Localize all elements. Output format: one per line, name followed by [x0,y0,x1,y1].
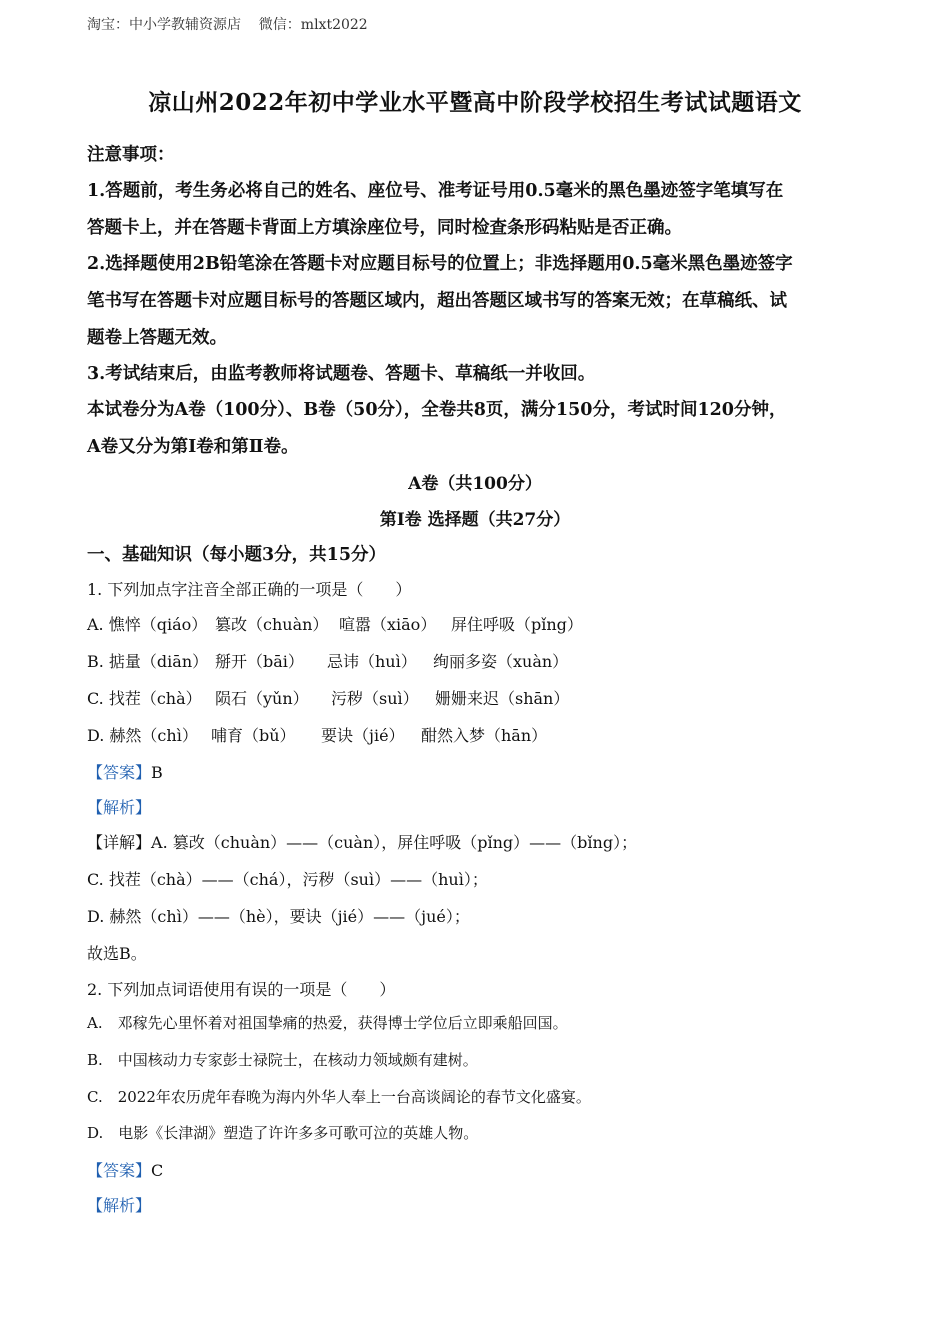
notice-p4a: 本试卷分为A卷（100分）、B卷（50分），全卷共8页，满分150分，考试时间120分钟， [87,400,787,420]
q1-d-2: 哺育（bǔ） [211,726,296,745]
q1-answer-label: 【答案】 [87,763,152,782]
q1-conclusion: 故选B。 [87,944,147,963]
q1-a-3: 喧嚣（xiāo） [339,615,437,634]
q1-option-a [87,612,583,635]
q1-d-3: 要诀（jié） [321,726,405,745]
q2-option-d: D. 电影《长津湖》塑造了许许多多可歌可泣的英雄人物。 [87,1124,479,1142]
q1-detail-label: 【详解】 [87,833,152,852]
q1-detail-3: D. 赫然（chì）——（hè），要诀（jié）——（jué）； [87,907,470,926]
q2-stem: 2. 下列加点词语使用有误的一项是（ ） [87,980,396,999]
q2-option-c: C. 2022年农历虎年春晚为海内外华人奉上一台高谈阔论的春节文化盛宴。 [87,1088,591,1106]
q1-c-1: C. 找茬（chà） [87,689,202,708]
q1-answer-value: B [151,763,163,782]
q1-b-1: B. 掂量（diān） [87,652,209,671]
notice-p2a: 2.选择题使用2B铅笔涂在答题卡对应题目标号的位置上；非选择题用0.5毫米黑色墨迹签字 [87,254,793,274]
section1-heading: 一、基础知识（每小题3分，共15分） [87,545,387,565]
q1-b-4: 绚丽多姿（xuàn） [433,652,569,671]
q1-b-2: 掰开（bāi） [215,652,304,671]
notice-p1a: 1.答题前，考生务必将自己的姓名、座位号、准考证号用0.5毫米的黑色墨迹签字笔填写在 [87,181,784,201]
page-title: 凉山州2022年初中学业水平暨高中阶段学校招生考试试题语文 [148,89,802,116]
q1-b-3: 忌讳（huì） [327,652,417,671]
q1-detail-1-text: A. 篡改（chuàn）——（cuàn），屏住呼吸（pǐng）——（bǐng）； [151,833,638,852]
q1-option-b [87,649,568,672]
q1-a-2: 篡改（chuàn） [215,615,329,634]
q1-c-4: 姗姗来迟（shān） [435,689,570,708]
page-header: 淘宝：中小学教辅资源店 微信：mlxt2022 [87,17,368,33]
notice-p1b: 答题卡上，并在答题卡背面上方填涂座位号，同时检查条形码粘贴是否正确。 [87,218,682,238]
notice-p3: 3.考试结束后，由监考教师将试题卷、答题卡、草稿纸一并收回。 [87,364,596,384]
q2-option-a: A. 邓稼先心里怀着对祖国挚痛的热爱，获得博士学位后立即乘船回国。 [87,1014,568,1032]
q2-answer-value: C [151,1161,164,1180]
q2-analysis-label: 【解析】 [87,1196,152,1215]
notice-p2c: 题卷上答题无效。 [87,328,227,348]
notice-p4b: A卷又分为第Ⅰ卷和第Ⅱ卷。 [87,437,299,457]
notice-p2b: 笔书写在答题卡对应题目标号的答题区域内，超出答题区域书写的答案无效；在草稿纸、试 [87,291,787,311]
q1-option-d [87,723,547,746]
q1-c-2: 陨石（yǔn） [215,689,309,708]
q1-analysis-label: 【解析】 [87,798,152,817]
q1-detail-1 [87,830,637,853]
q1-a-1: A. 憔悴（qiáo） [87,615,208,634]
q1-detail-2: C. 找茬（chà）——（chá），污秽（suì）——（huì）； [87,870,488,889]
q1-option-c [87,686,569,709]
q2-answer [87,1158,163,1181]
q1-d-1: D. 赫然（chì） [87,726,198,745]
q1-a-4: 屏住呼吸（pǐng） [451,615,583,634]
notice-heading: 注意事项： [87,145,175,165]
q2-answer-label: 【答案】 [87,1161,152,1180]
section-a-heading: A卷（共100分） [408,474,542,494]
part1-heading: 第Ⅰ卷 选择题（共27分） [379,510,571,530]
q1-d-4: 酣然入梦（hān） [421,726,548,745]
q1-answer [87,760,163,783]
q1-c-3: 污秽（suì） [331,689,419,708]
q1-stem: 1. 下列加点字注音全部正确的一项是（ ） [87,580,412,599]
q2-option-b: B. 中国核动力专家彭士禄院士，在核动力领域颇有建树。 [87,1051,478,1069]
